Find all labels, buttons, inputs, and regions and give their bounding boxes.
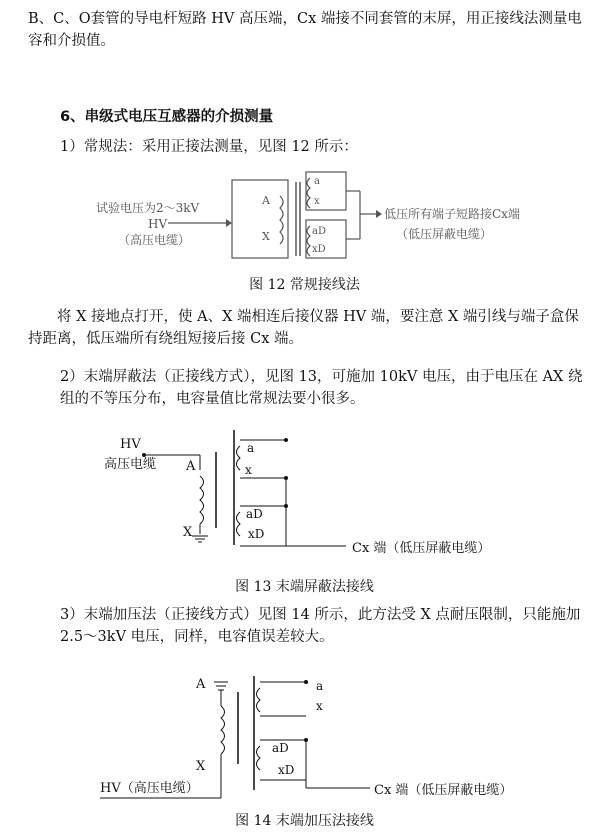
fig13-xD: xD	[248, 527, 265, 541]
fig12-output-cable: （低压屏蔽电缆）	[396, 227, 493, 241]
fig14-xD: xD	[278, 763, 295, 777]
fig13-x: x	[245, 463, 252, 477]
fig12-primary-coil	[280, 196, 283, 244]
fig13-cable-label: 高压电缆	[104, 457, 157, 472]
fig12-output-label: 低压所有端子短路接Cx端	[384, 207, 520, 221]
fig14-X: X	[196, 759, 206, 774]
fig12-sec2-xD: xD	[312, 244, 326, 255]
fig13-X: X	[183, 525, 193, 540]
fig14-aD: aD	[272, 741, 289, 755]
fig12-sec2-aD: aD	[312, 226, 326, 237]
fig13-cx-label: Cx 端（低压屏蔽电缆）	[352, 541, 491, 556]
intro-paragraph: B、C、O套管的导电杆短路 HV 高压端，Cx 端接不同套管的末屏，用正接线法测量电容和介损值。	[28, 11, 582, 49]
fig13-A: A	[186, 459, 196, 474]
method-1-intro: 1）常规法：采用正接法测量，见图 12 所示：	[60, 139, 358, 155]
fig13-hv-label: HV	[120, 437, 141, 452]
fig12-voltage-label: 试验电压为2～3kV	[96, 201, 200, 215]
fig14-hv-label: HV（高压电缆）	[100, 781, 199, 796]
fig14-x: x	[316, 699, 323, 713]
method-3-description: 3）末端加压法（正接线方式）见图 14 所示，此方法受 X 点耐压限制，只能施加 2.5～3kV 电压，同样，电容值误差较大。	[60, 607, 581, 645]
method-1-description: 将 X 接地点打开，使 A、X 端相连后接仪器 HV 端，要注意 X 端引线与端子盒保持距离，低压端所有绕组短接后接 Cx 端。	[28, 309, 579, 347]
method-2-description: 2）末端屏蔽法（正接线方式），见图 13，可施加 10kV 电压，由于电压在 AX 绕组的不等压分布，电容量值比常规法要小很多。	[60, 369, 583, 407]
fig14-cx-label: Cx 端（低压屏蔽电缆）	[374, 783, 513, 798]
figure-13-caption: 图 13 末端屏蔽法接线	[235, 579, 374, 595]
fig12-hv-label: HV	[148, 217, 168, 231]
fig12-primary-box	[232, 180, 288, 258]
fig12-cable-label: （高压电缆）	[118, 233, 191, 247]
fig12-sec1-x: x	[314, 196, 320, 207]
figure-14-caption: 图 14 末端加压法接线	[235, 813, 374, 829]
figure-12-caption: 图 12 常规接线法	[249, 277, 360, 293]
section-heading: 6、串级式电压互感器的介损测量	[60, 109, 274, 125]
fig12-secondary-2-box	[306, 220, 346, 258]
fig14-A: A	[196, 677, 206, 692]
fig12-primary-X: X	[262, 230, 270, 243]
fig12-primary-A: A	[262, 194, 270, 207]
fig12-sec1-a: a	[314, 176, 320, 187]
fig12-secondary-1-box	[306, 172, 346, 210]
fig14-a: a	[316, 679, 324, 693]
fig13-aD: aD	[246, 507, 263, 521]
fig13-a: a	[247, 441, 255, 455]
